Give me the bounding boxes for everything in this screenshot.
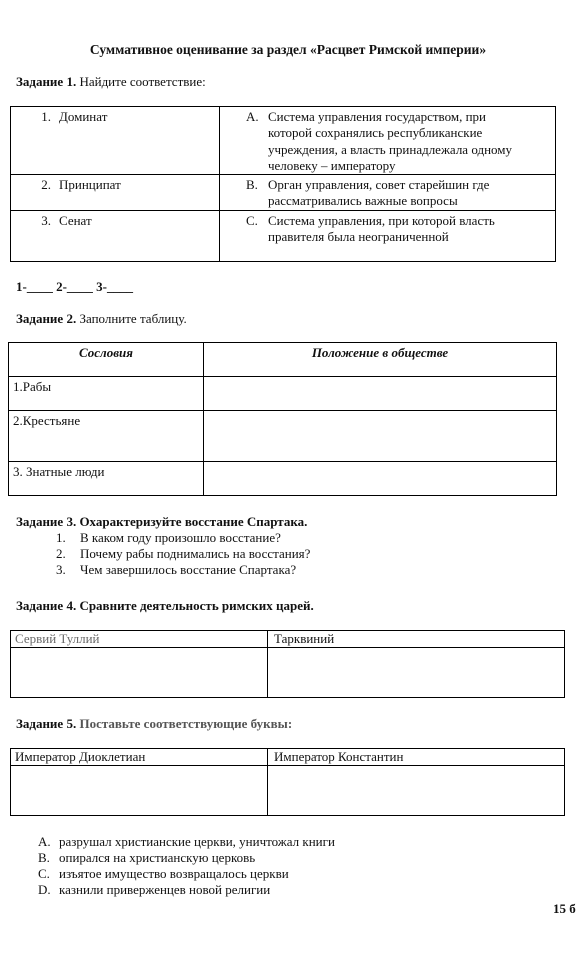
definition-line: рассматривались важные вопросы bbox=[268, 193, 458, 209]
task1-left-cell bbox=[11, 107, 220, 175]
task4-answer-cell[interactable] bbox=[268, 648, 565, 698]
task5-heading bbox=[16, 716, 292, 732]
task4-answer-cell[interactable] bbox=[11, 648, 268, 698]
list-item bbox=[38, 882, 335, 898]
question-text: В каком году произошло восстание? bbox=[80, 530, 281, 545]
option-text: казнили приверженцев новой религии bbox=[59, 882, 271, 897]
option-letter: A. bbox=[38, 834, 51, 849]
task1-right-definition bbox=[268, 109, 512, 174]
task1-right-definition bbox=[268, 177, 489, 210]
list-item bbox=[38, 866, 335, 882]
definition-line: учреждения, а власть принадлежала одному bbox=[268, 141, 513, 157]
task2-col-header: Сословия bbox=[9, 343, 204, 377]
task2-row-label: 3. Знатные люди bbox=[9, 462, 204, 496]
task1-left-term: Доминат bbox=[59, 109, 108, 124]
task5-options-list bbox=[38, 834, 335, 898]
definition-line: Система управления, при которой власть bbox=[268, 212, 495, 228]
task1-left-term: Сенат bbox=[59, 212, 92, 228]
task2-answer-cell[interactable] bbox=[204, 462, 557, 496]
task1-left-num: 2. bbox=[41, 177, 51, 192]
task1-right-letter: C. bbox=[246, 212, 258, 228]
definition-line: которой сохранялись республиканские bbox=[268, 125, 483, 141]
task4-col-header: Тарквиний bbox=[268, 631, 565, 648]
question-num: 1. bbox=[56, 530, 66, 545]
task1-right-definition bbox=[268, 213, 495, 246]
task2-col-header: Положение в обществе bbox=[204, 343, 557, 377]
task2-heading-label: Задание 2. bbox=[16, 311, 77, 326]
question-num: 2. bbox=[56, 546, 66, 561]
option-text: разрушал христианские церкви, уничтожал книги bbox=[59, 834, 335, 849]
list-item bbox=[56, 562, 310, 578]
option-letter: D. bbox=[38, 882, 51, 897]
question-num: 3. bbox=[56, 562, 66, 577]
task5-col-header: Император Диоклетиан bbox=[11, 749, 268, 766]
question-text: Чем завершилось восстание Спартака? bbox=[80, 562, 297, 577]
task3-question-list bbox=[56, 530, 310, 578]
list-item bbox=[56, 530, 310, 546]
task1-heading bbox=[16, 74, 206, 90]
task1-left-num: 1. bbox=[41, 109, 51, 124]
task4-table bbox=[10, 630, 565, 698]
definition-line: Система управления государством, при bbox=[268, 109, 486, 124]
option-letter: C. bbox=[38, 866, 50, 881]
task5-heading-text: Поставьте соответствующие буквы: bbox=[76, 716, 293, 731]
task5-col-header: Император Константин bbox=[268, 749, 565, 766]
option-text: изъятое имущество возвращалось церкви bbox=[59, 866, 289, 881]
definition-line: правителя была неограниченной bbox=[268, 228, 449, 244]
task5-answer-cell[interactable] bbox=[11, 766, 268, 816]
task2-answer-cell[interactable] bbox=[204, 411, 557, 462]
task2-row-label: 1.Рабы bbox=[9, 377, 204, 411]
definition-line: Орган управления, совет старейшин где bbox=[268, 177, 490, 192]
task1-heading-text: Найдите соответствие: bbox=[76, 74, 206, 89]
definition-line: человеку – императору bbox=[268, 157, 396, 173]
option-text: опирался на христианскую церковь bbox=[59, 850, 256, 865]
task1-right-letter: A. bbox=[246, 109, 259, 124]
task2-row-label: 2.Крестьяне bbox=[9, 411, 204, 462]
task2-heading bbox=[16, 311, 187, 327]
task1-right-cell bbox=[220, 107, 556, 175]
task2-answer-cell[interactable] bbox=[204, 377, 557, 411]
task1-match-table bbox=[10, 106, 556, 262]
list-item bbox=[38, 834, 335, 850]
task1-left-term: Принципат bbox=[59, 177, 121, 192]
task5-table bbox=[10, 748, 565, 816]
task4-col-header: Сервий Туллий bbox=[11, 631, 268, 648]
task1-right-cell bbox=[220, 175, 556, 211]
list-item bbox=[56, 546, 310, 562]
task3-heading: Задание 3. Охарактеризуйте восстание Спартака. bbox=[16, 514, 308, 529]
page-title: Суммативное оценивание за раздел «Расцвет Римской империи» bbox=[89, 42, 487, 57]
task4-heading: Задание 4. Сравните деятельность римских царей. bbox=[16, 598, 314, 613]
list-item bbox=[38, 850, 335, 866]
task5-heading-label: Задание 5. bbox=[16, 716, 77, 731]
task2-table bbox=[8, 342, 557, 496]
task5-answer-cell[interactable] bbox=[268, 766, 565, 816]
question-text: Почему рабы поднимались на восстания? bbox=[80, 546, 311, 561]
task1-answer-line[interactable]: 1-____ 2-____ 3-____ bbox=[16, 279, 133, 294]
task1-heading-label: Задание 1. bbox=[16, 74, 77, 89]
score-label: 15 б bbox=[553, 901, 576, 916]
task1-left-cell bbox=[11, 175, 220, 211]
task1-left-cell bbox=[11, 210, 220, 261]
option-letter: B. bbox=[38, 850, 50, 865]
task1-left-num: 3. bbox=[41, 212, 51, 228]
task1-right-cell bbox=[220, 210, 556, 261]
task2-heading-text: Заполните таблицу. bbox=[76, 311, 187, 326]
task1-right-letter: B. bbox=[246, 177, 258, 192]
